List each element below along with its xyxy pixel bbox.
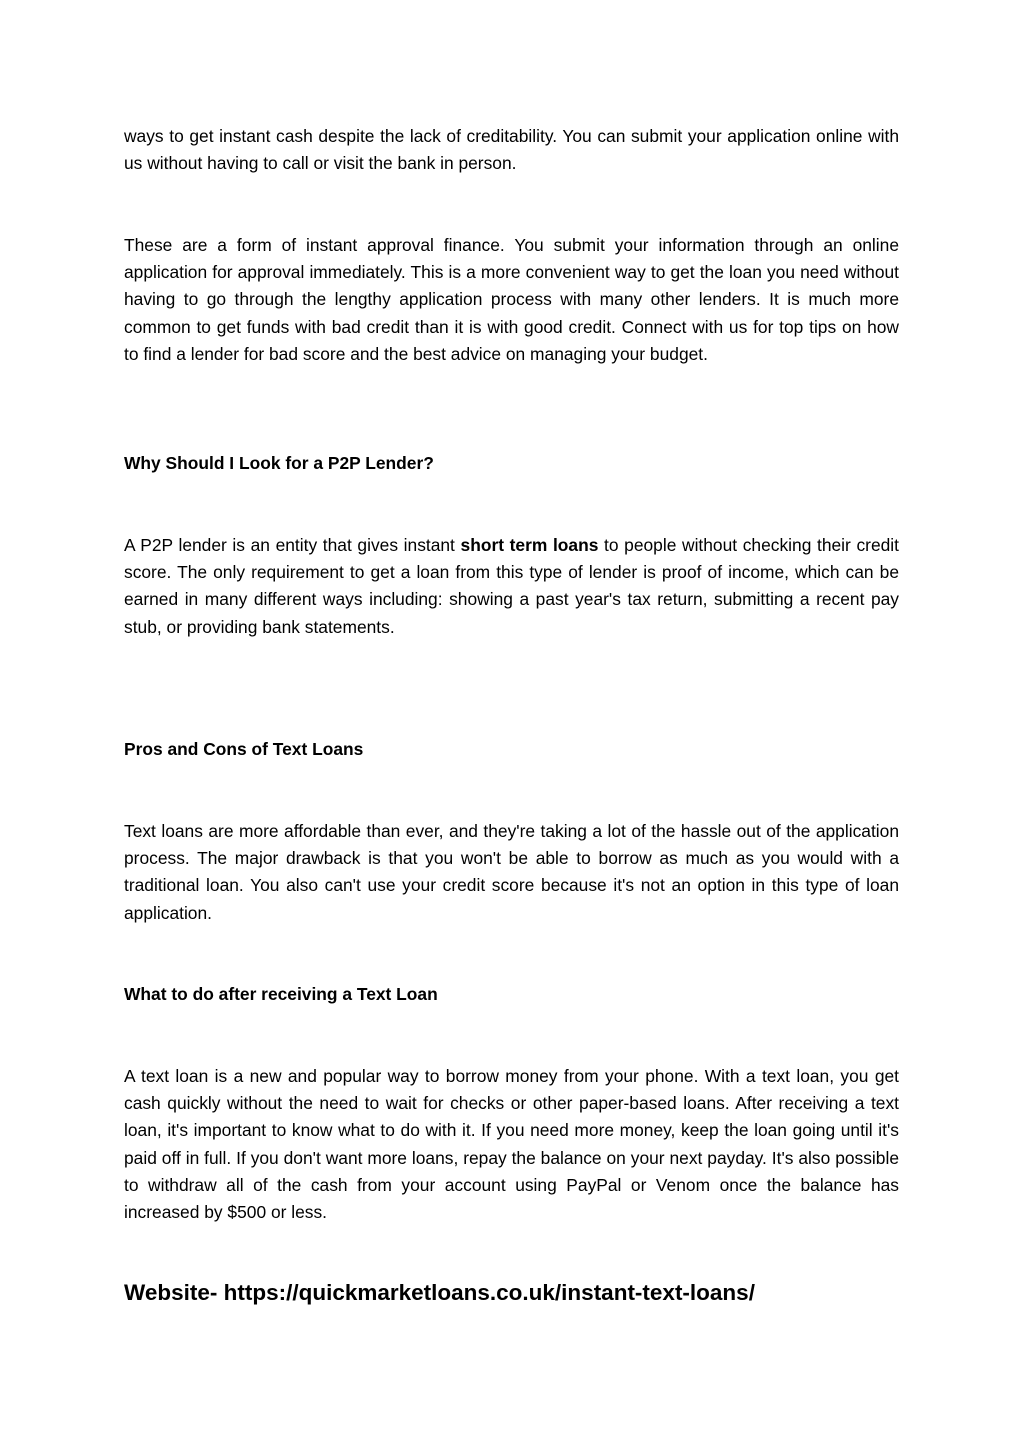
paragraph-instant-approval: These are a form of instant approval finance. You submit your information through an online application for approval immediately. This is a more convenient way to get the loan you need without having to go through the lengthy application process with many other lenders. It is much more common to get funds with bad credit than it is with good credit. Connect with us for top tips on how to find a lender for bad score and the best advice on managing your budget. [124, 235, 899, 364]
short-term-loans-bold: short term loans [460, 535, 599, 555]
heading-pros-cons: Pros and Cons of Text Loans [124, 739, 364, 759]
paragraph-p2p-text-end: to people without checking their credit score. The only requirement to get a loan from this type of lender is proof of income, which can be earned in many different ways including: showing a past year's tax return, submitting a recent pay stub, or providing bank statements. [124, 535, 899, 637]
paragraph-intro-continued: ways to get instant cash despite the lack of creditability. You can submit your application online with us without having to call or visit the bank in person. [124, 126, 899, 174]
paragraph-after-receiving: A text loan is a new and popular way to borrow money from your phone. With a text loan, you get cash quickly without the need to wait for checks or other paper-based loans. After receiving a text loan, it's important to know what to do with it. If you need more money, keep the loan going until it's paid off in full. If you don't want more loans, repay the balance on your next payday. It's also possible to withdraw all of the cash from your account using PayPal or Venom once the balance has increased by $500 or less. [124, 1066, 899, 1223]
heading-after-receiving: What to do after receiving a Text Loan [124, 984, 438, 1004]
paragraph-p2p-lender [124, 532, 899, 641]
paragraph-pros-cons: Text loans are more affordable than ever, and they're taking a lot of the hassle out of the application process. The major drawback is that you won't be able to borrow as much as you would with a traditional loan. You also can't use your credit score because it's not an option in this type of loan application. [124, 821, 899, 923]
heading-p2p-lender: Why Should I Look for a P2P Lender? [124, 453, 434, 473]
paragraph-p2p-text-start: A P2P lender is an entity that gives instant [124, 535, 461, 555]
website-link-line[interactable]: Website- https://quickmarketloans.co.uk/instant-text-loans/ [124, 1280, 755, 1305]
